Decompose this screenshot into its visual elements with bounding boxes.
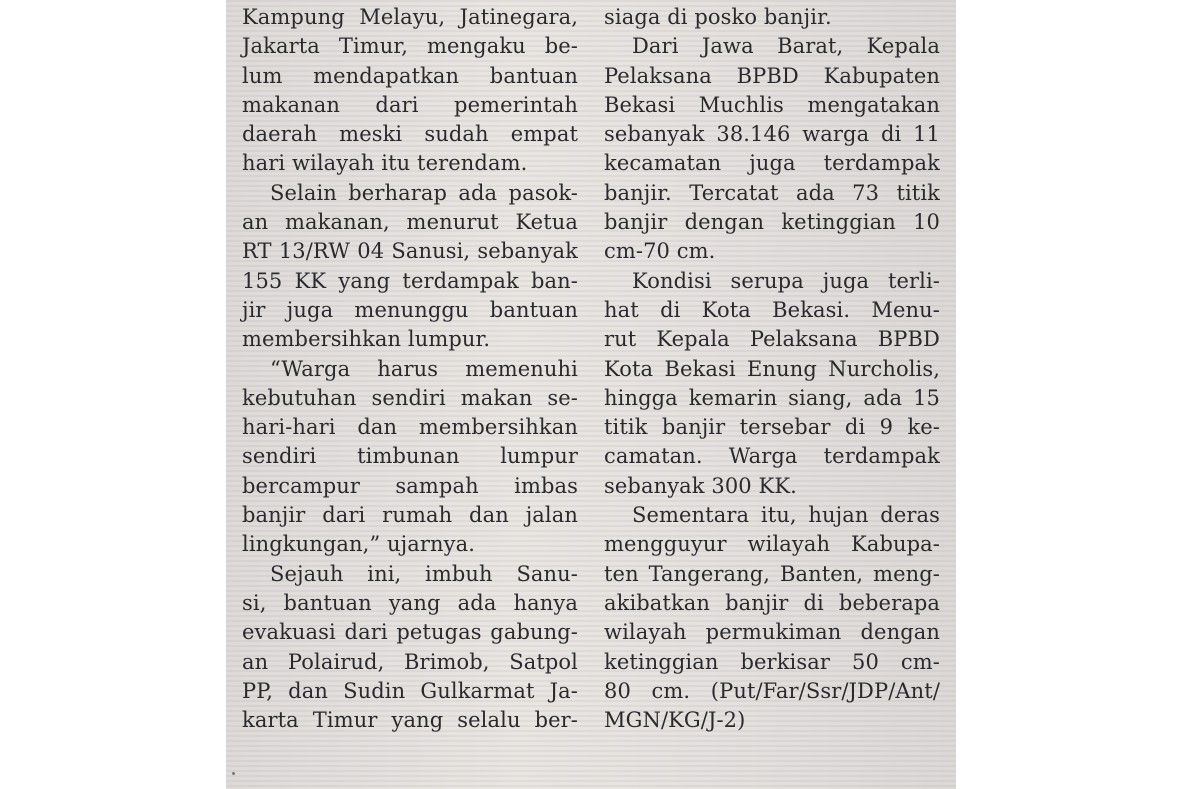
print-speck <box>232 772 235 775</box>
text-line: evakuasi dari petugas gabung- <box>242 620 578 645</box>
text-line: banjir dengan ketinggian 10 <box>604 210 940 235</box>
text-line: karta Timur yang selalu ber- <box>242 708 578 733</box>
text-line: 155 KK yang terdampak ban- <box>242 268 578 293</box>
text-line: ketinggian berkisar 50 cm- <box>604 649 940 674</box>
left-column <box>242 3 578 735</box>
text-line: siaga di posko banjir. <box>604 5 832 29</box>
text-line: titik banjir tersebar di 9 ke- <box>604 415 940 440</box>
text-line: Dari Jawa Barat, Kepala <box>632 34 940 59</box>
text-line: membersihkan lumpur. <box>242 327 491 352</box>
text-line: an makanan, menurut Ketua <box>242 210 578 235</box>
text-line: ten Tangerang, Banten, meng- <box>604 561 940 586</box>
text-line: kecamatan juga terdampak <box>604 151 940 176</box>
text-line: Selain berharap ada pasok- <box>270 180 578 205</box>
right-column <box>604 3 940 735</box>
text-line: kebutuhan sendiri makan se- <box>242 385 578 410</box>
text-line: hingga kemarin siang, ada 15 <box>604 385 940 410</box>
text-line: Kampung Melayu, Jatinegara, <box>242 5 578 29</box>
text-line: an Polairud, Brimob, Satpol <box>242 649 578 674</box>
text-line: “Warga harus memenuhi <box>270 356 578 381</box>
text-line: cm-70 cm. <box>604 239 716 264</box>
text-line: hari wilayah itu terendam. <box>242 151 528 176</box>
text-line: makanan dari pemerintah <box>242 92 578 117</box>
text-line: Jakarta Timur, mengaku be- <box>242 34 578 59</box>
text-line: sendiri timbunan lumpur <box>242 444 578 469</box>
text-line: Kondisi serupa juga terli- <box>632 268 940 293</box>
text-line: sebanyak 38.146 warga di 11 <box>604 122 940 147</box>
text-line: Pelaksana BPBD Kabupaten <box>604 63 940 88</box>
text-line: RT 13/RW 04 Sanusi, sebanyak <box>242 239 578 264</box>
text-line: daerah meski sudah empat <box>242 122 578 147</box>
text-line: camatan. Warga terdampak <box>604 444 940 469</box>
text-line: akibatkan banjir di beberapa <box>604 590 940 615</box>
text-line: MGN/KG/J-2) <box>604 708 746 733</box>
text-line: sebanyak 300 KK. <box>604 473 797 498</box>
text-line: Sementara itu, hujan deras <box>632 503 940 528</box>
text-line: lingkungan,” ujarnya. <box>242 532 476 557</box>
text-line: rut Kepala Pelaksana BPBD <box>604 327 940 352</box>
text-line: 80 cm. (Put/Far/Ssr/JDP/Ant/ <box>604 678 940 703</box>
text-line: Bekasi Muchlis mengatakan <box>604 92 940 117</box>
text-line: si, bantuan yang ada hanya <box>242 590 578 615</box>
text-line: hat di Kota Bekasi. Menu- <box>604 297 940 322</box>
text-line: lum mendapatkan bantuan <box>242 63 578 88</box>
text-line: jir juga menunggu bantuan <box>242 297 578 322</box>
text-line: hari-hari dan membersihkan <box>242 415 578 440</box>
text-line: mengguyur wilayah Kabupa- <box>604 532 940 557</box>
text-line: wilayah permukiman dengan <box>604 620 940 645</box>
text-line: banjir dari rumah dan jalan <box>242 503 578 528</box>
text-line: banjir. Tercatat ada 73 titik <box>604 180 940 205</box>
text-line: bercampur sampah imbas <box>242 473 578 498</box>
text-line: Sejauh ini, imbuh Sanu- <box>270 561 578 586</box>
text-line: Kota Bekasi Enung Nurcholis, <box>604 356 940 381</box>
newspaper-clipping <box>226 0 956 789</box>
text-line: PP, dan Sudin Gulkarmat Ja- <box>242 678 578 703</box>
